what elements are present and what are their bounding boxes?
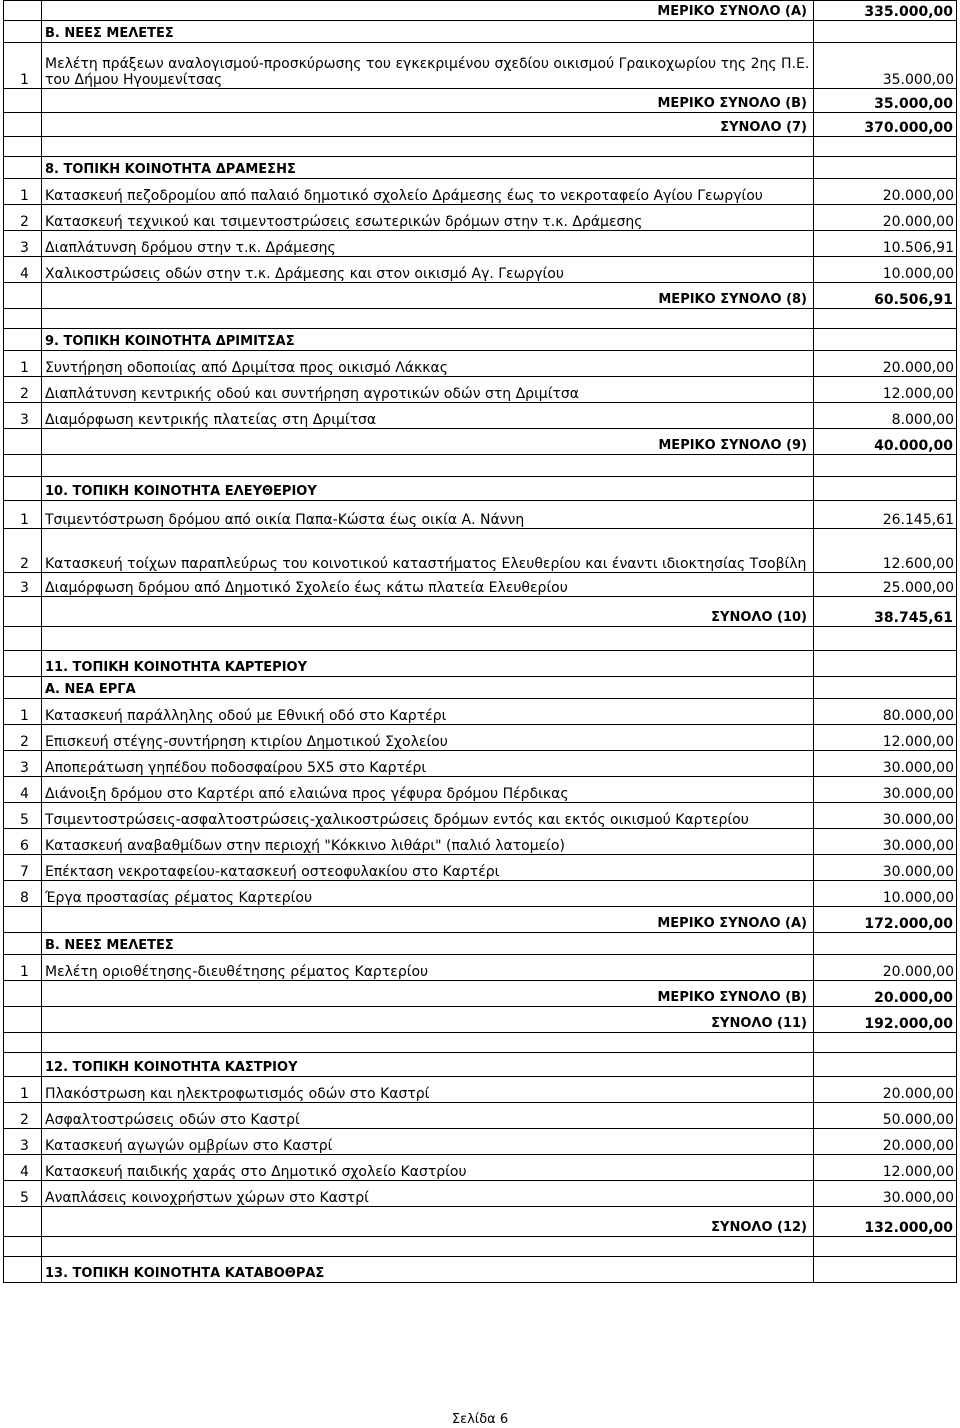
item-amount: 10.506,91 [814,231,957,257]
partial-total-label: ΜΕΡΙΚΟ ΣΥΝΟΛΟ (Β) [42,89,814,113]
partial-total-label: ΜΕΡΙΚΟ ΣΥΝΟΛΟ (Β) [42,981,814,1007]
table-row [4,477,957,501]
item-amount: 26.145,61 [814,501,957,529]
item-description: Έργα προστασίας ρέματος Καρτερίου [42,881,814,907]
table-row [4,1155,957,1181]
table-row [4,699,957,725]
item-amount: 25.000,00 [814,573,957,597]
table-row [4,1257,957,1283]
item-number: 1 [4,1077,42,1103]
table-row [4,829,957,855]
table-row [4,1181,957,1207]
item-amount: 30.000,00 [814,829,957,855]
table-row [4,1207,957,1237]
page-number: Σελίδα 6 [451,1412,509,1427]
item-number: 6 [4,829,42,855]
table-row [4,377,957,403]
spacer-row [4,137,957,157]
item-description: Επισκευή στέγης-συντήρηση κτιρίου Δημοτικού Σχολείου [42,725,814,751]
partial-total-amount: 20.000,00 [814,981,957,1007]
item-description: Χαλικοστρώσεις οδών στην τ.κ. Δράμεσης και στον οικισμό Αγ. Γεωργίου [42,257,814,283]
item-amount: 20.000,00 [814,179,957,205]
item-number: 2 [4,1103,42,1129]
item-description: Μελέτη οριοθέτησης-διευθέτησης ρέματος Καρτερίου [42,955,814,981]
item-description: Διαπλάτυνση δρόμου στην τ.κ. Δράμεσης [42,231,814,257]
item-amount: 30.000,00 [814,777,957,803]
item-amount: 30.000,00 [814,1181,957,1207]
table-row [4,283,957,309]
table-row [4,429,957,455]
item-description: Κατασκευή πεζοδρομίου από παλαιό δημοτικό σχολείο Δράμεσης έως το νεκροταφείο Αγίου Γεωργίου [42,179,814,205]
item-number: 5 [4,803,42,829]
table-row [4,855,957,881]
table-row [4,1129,957,1155]
section-heading: 9. ΤΟΠΙΚΗ ΚΟΙΝΟΤΗΤΑ ΔΡΙΜΙΤΣΑΣ [42,329,814,351]
item-amount: 12.000,00 [814,725,957,751]
table-row [4,113,957,137]
partial-total-amount: 40.000,00 [814,429,957,455]
table-row [4,257,957,283]
item-amount: 20.000,00 [814,955,957,981]
section-total-label: ΣΥΝΟΛΟ (11) [42,1007,814,1033]
section-subheading: Β. ΝΕΕΣ ΜΕΛΕΤΕΣ [42,21,814,43]
item-description: Κατασκευή παράλληλης οδού με Εθνική οδό στο Καρτέρι [42,699,814,725]
item-description: Κατασκευή παιδικής χαράς στο Δημοτικό σχολείο Καστρίου [42,1155,814,1181]
spacer-row [4,627,957,651]
section-heading: 8. ΤΟΠΙΚΗ ΚΟΙΝΟΤΗΤΑ ΔΡΑΜΕΣΗΣ [42,157,814,179]
spacer-row [4,1237,957,1257]
table-row [4,21,957,43]
partial-total-amount: 60.506,91 [814,283,957,309]
table-row [4,881,957,907]
section-subheading: Β. ΝΕΕΣ ΜΕΛΕΤΕΣ [42,933,814,955]
table-row [4,1,957,21]
item-amount: 30.000,00 [814,751,957,777]
item-amount: 10.000,00 [814,257,957,283]
table-row [4,677,957,699]
item-description: Τσιμεντόστρωση δρόμου από οικία Παπα-Κώστα έως οικία Α. Νάννη [42,501,814,529]
table-row [4,907,957,933]
item-number: 2 [4,725,42,751]
item-description: Διαμόρφωση δρόμου από Δημοτικό Σχολείο έως κάτω πλατεία Ελευθερίου [42,573,814,597]
section-heading: 12. ΤΟΠΙΚΗ ΚΟΙΝΟΤΗΤΑ ΚΑΣΤΡΙΟΥ [42,1053,814,1077]
item-description: Διαπλάτυνση κεντρικής οδού και συντήρηση αγροτικών οδών στη Δριμίτσα [42,377,814,403]
table-row [4,651,957,677]
table-row [4,803,957,829]
item-amount: 80.000,00 [814,699,957,725]
item-amount: 12.600,00 [814,529,957,573]
budget-table [3,0,957,1283]
partial-total-amount: 335.000,00 [814,1,957,21]
item-number: 1 [4,43,42,89]
item-number: 7 [4,855,42,881]
table-row [4,725,957,751]
item-number: 4 [4,1155,42,1181]
table-row [4,751,957,777]
table-row [4,955,957,981]
section-heading: 10. ΤΟΠΙΚΗ ΚΟΙΝΟΤΗΤΑ ΕΛΕΥΘΕΡΙΟΥ [42,477,814,501]
item-amount: 30.000,00 [814,803,957,829]
table-row [4,529,957,573]
section-total-amount: 370.000,00 [814,113,957,137]
table-row [4,597,957,627]
item-number: 1 [4,179,42,205]
spacer-row [4,1033,957,1053]
item-description: Συντήρηση οδοποιίας από Δριμίτσα προς οικισμό Λάκκας [42,351,814,377]
partial-total-amount: 172.000,00 [814,907,957,933]
item-number: 2 [4,529,42,573]
item-description: Διάνοιξη δρόμου στο Καρτέρι από ελαιώνα προς γέφυρα δρόμου Πέρδικας [42,777,814,803]
item-description: Τσιμεντοστρώσεις-ασφαλτοστρώσεις-χαλικοστρώσεις δρόμων εντός και εκτός οικισμού Καρτερίου [42,803,814,829]
item-description: Κατασκευή αγωγών ομβρίων στο Καστρί [42,1129,814,1155]
table-row [4,933,957,955]
item-number: 2 [4,205,42,231]
item-amount: 12.000,00 [814,377,957,403]
item-amount: 20.000,00 [814,351,957,377]
section-total-amount: 192.000,00 [814,1007,957,1033]
table-row [4,501,957,529]
section-total-label: ΣΥΝΟΛΟ (10) [42,597,814,627]
item-amount: 20.000,00 [814,205,957,231]
item-description: Διαμόρφωση κεντρικής πλατείας στη Δριμίτσα [42,403,814,429]
item-number: 3 [4,573,42,597]
item-number: 3 [4,231,42,257]
item-amount: 50.000,00 [814,1103,957,1129]
section-heading: 13. ΤΟΠΙΚΗ ΚΟΙΝΟΤΗΤΑ ΚΑΤΑΒΟΘΡΑΣ [42,1257,814,1283]
table-row [4,1077,957,1103]
spacer-row [4,455,957,477]
table-row [4,1053,957,1077]
table-row [4,1007,957,1033]
item-description: Μελέτη πράξεων αναλογισμού-προσκύρωσης του εγκεκριμένου σχεδίου οικισμού Γραικοχωρίου της 2ης Π.Ε. του Δήμου Ηγουμενίτσας [42,43,814,89]
item-amount: 10.000,00 [814,881,957,907]
item-number: 3 [4,403,42,429]
item-number: 1 [4,955,42,981]
item-amount: 30.000,00 [814,855,957,881]
table-row [4,179,957,205]
item-number: 1 [4,699,42,725]
item-description: Κατασκευή αναβαθμίδων στην περιοχή "Κόκκινο λιθάρι" (παλιό λατομείο) [42,829,814,855]
item-number: 3 [4,751,42,777]
item-number: 1 [4,501,42,529]
item-number: 3 [4,1129,42,1155]
table-row [4,43,957,89]
item-number: 4 [4,257,42,283]
item-number: 4 [4,777,42,803]
item-description: Ασφαλτοστρώσεις οδών στο Καστρί [42,1103,814,1129]
item-description: Αναπλάσεις κοινοχρήστων χώρων στο Καστρί [42,1181,814,1207]
section-subheading: Α. ΝΕΑ ΕΡΓΑ [42,677,814,699]
item-description: Αποπεράτωση γηπέδου ποδοσφαίρου 5Χ5 στο Καρτέρι [42,751,814,777]
item-amount: 12.000,00 [814,1155,957,1181]
section-heading: 11. ΤΟΠΙΚΗ ΚΟΙΝΟΤΗΤΑ ΚΑΡΤΕΡΙΟΥ [42,651,814,677]
partial-total-label: ΜΕΡΙΚΟ ΣΥΝΟΛΟ (Α) [42,1,814,21]
table-row [4,1103,957,1129]
item-number: 8 [4,881,42,907]
table-row [4,205,957,231]
item-number: 1 [4,351,42,377]
item-amount: 20.000,00 [814,1129,957,1155]
section-total-amount: 38.745,61 [814,597,957,627]
table-row [4,981,957,1007]
partial-total-label: ΜΕΡΙΚΟ ΣΥΝΟΛΟ (9) [42,429,814,455]
table-row [4,573,957,597]
item-amount: 35.000,00 [814,43,957,89]
item-description: Κατασκευή τεχνικού και τσιμεντοστρώσεις εσωτερικών δρόμων στην τ.κ. Δράμεσης [42,205,814,231]
item-number: 5 [4,1181,42,1207]
section-total-amount: 132.000,00 [814,1207,957,1237]
item-description: Επέκταση νεκροταφείου-κατασκευή οστεοφυλακίου στο Καρτέρι [42,855,814,881]
item-description: Πλακόστρωση και ηλεκτροφωτισμός οδών στο Καστρί [42,1077,814,1103]
table-row [4,329,957,351]
item-description: Κατασκευή τοίχων παραπλεύρως του κοινοτικού καταστήματος Ελευθερίου και έναντι ιδιοκτησίας Τσοβίλη [42,529,814,573]
item-amount: 20.000,00 [814,1077,957,1103]
item-number: 2 [4,377,42,403]
table-row [4,403,957,429]
partial-total-label: ΜΕΡΙΚΟ ΣΥΝΟΛΟ (8) [42,283,814,309]
section-total-label: ΣΥΝΟΛΟ (12) [42,1207,814,1237]
spacer-row [4,309,957,329]
section-total-label: ΣΥΝΟΛΟ (7) [42,113,814,137]
table-row [4,777,957,803]
partial-total-amount: 35.000,00 [814,89,957,113]
table-row [4,89,957,113]
table-row [4,157,957,179]
partial-total-label: ΜΕΡΙΚΟ ΣΥΝΟΛΟ (Α) [42,907,814,933]
table-row [4,351,957,377]
item-amount: 8.000,00 [814,403,957,429]
table-row [4,231,957,257]
